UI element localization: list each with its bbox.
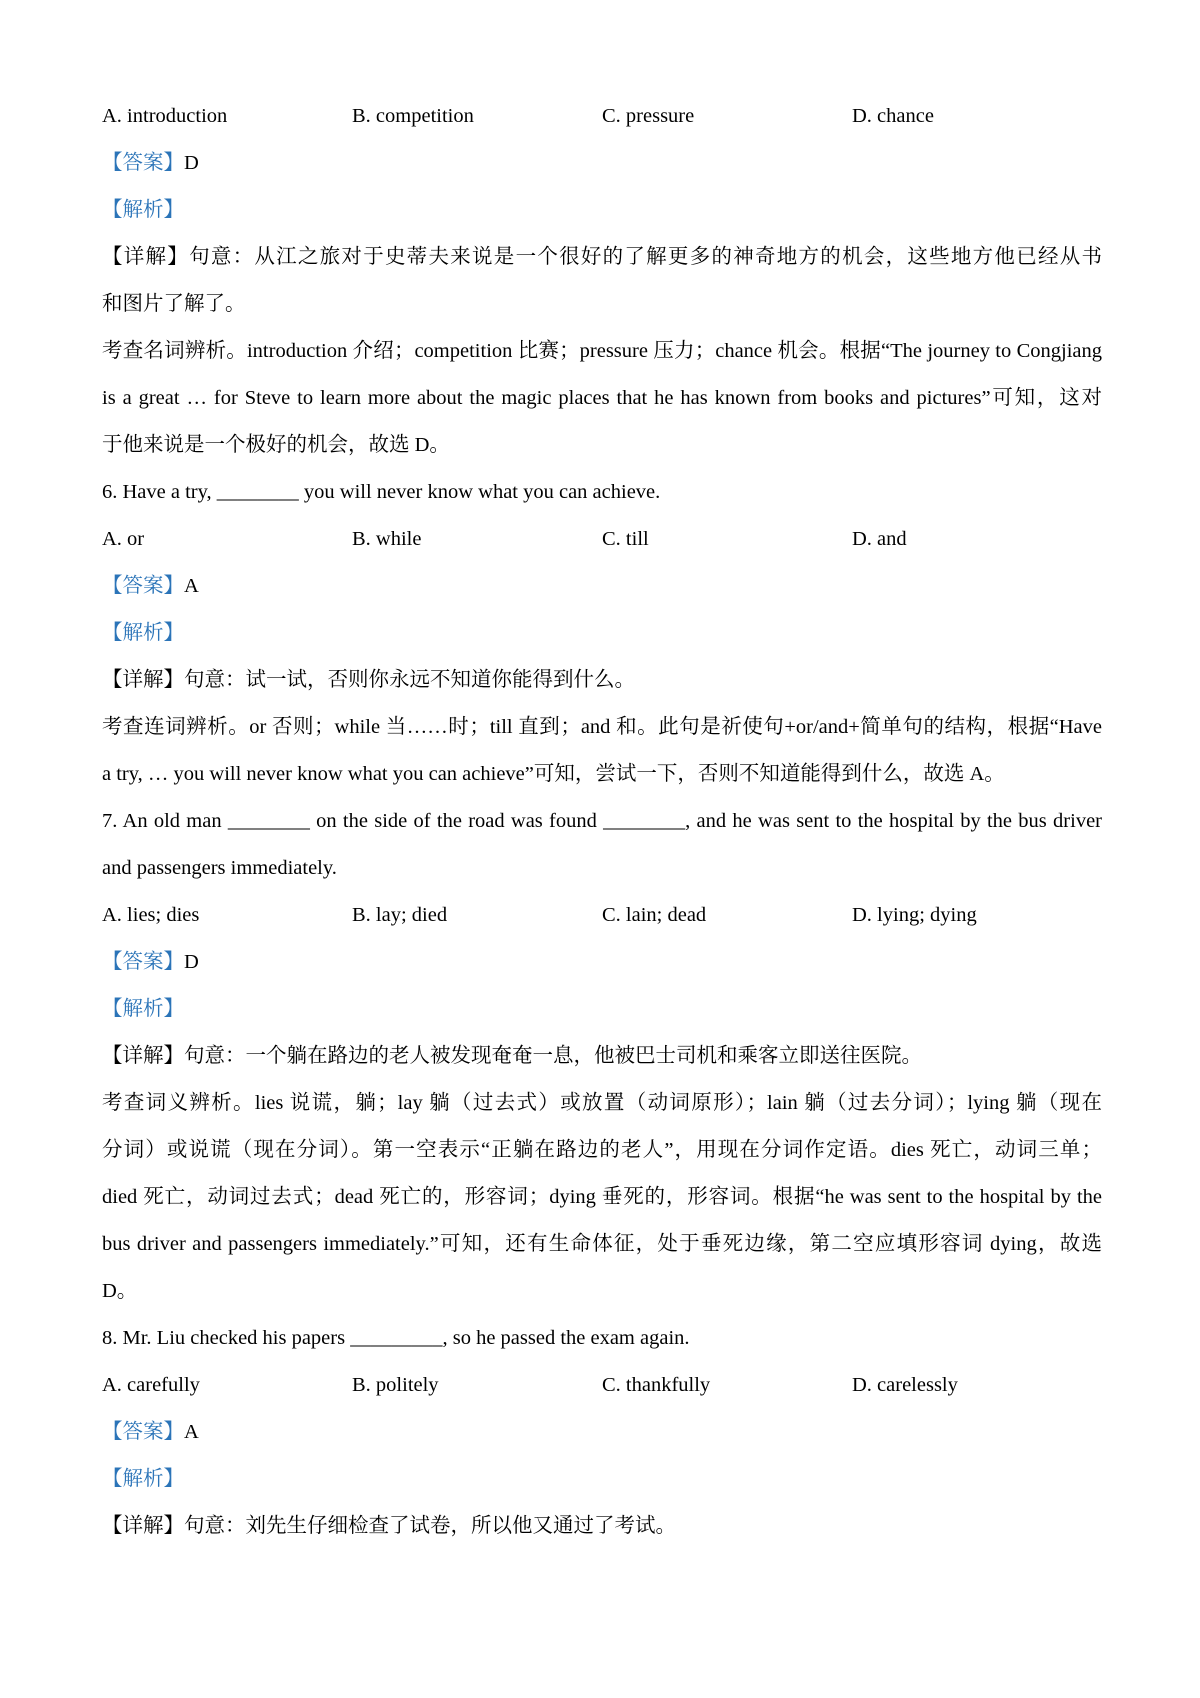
answer-row (102, 1409, 1102, 1456)
option-item: D. chance (852, 105, 934, 127)
text-line: is a great … for Steve to learn more about the magic places that he has known from books and pictures”可知，这对 (102, 387, 1102, 409)
option-item: C. lain; dead (602, 904, 707, 926)
option-item: B. politely (352, 1374, 439, 1396)
option-item: A. or (102, 528, 145, 550)
answer-value: D (184, 152, 199, 174)
text-line: 8. Mr. Liu checked his papers _________, so he passed the exam again. (102, 1327, 690, 1349)
analysis-label: 【解析】 (102, 199, 184, 221)
options-row (102, 892, 1102, 939)
option-item: B. lay; died (352, 904, 448, 926)
answer-value: A (184, 575, 199, 597)
analysis-label: 【解析】 (102, 622, 184, 644)
analysis-label: 【解析】 (102, 1468, 184, 1490)
answer-label: 【答案】 (102, 152, 184, 174)
answer-label: 【答案】 (102, 1421, 184, 1443)
answer-value: D (184, 951, 199, 973)
analysis-label: 【解析】 (102, 998, 184, 1020)
text-line: 分词）或说谎（现在分词）。第一空表示“正躺在路边的老人”，用现在分词作定语。dies 死亡，动词三单； (102, 1139, 1102, 1161)
text-line: a try, … you will never know what you can achieve”可知，尝试一下，否则不知道能得到什么，故选 A。 (102, 763, 1005, 785)
text-line: 6. Have a try, ________ you will never know what you can achieve. (102, 481, 661, 503)
text-line: and passengers immediately. (102, 857, 337, 879)
text-line: bus driver and passengers immediately.”可知，还有生命体征，处于垂死边缘，第二空应填形容词 dying，故选 (102, 1233, 1102, 1255)
text-line: 7. An old man ________ on the side of the road was found ________, and he was sent to the hospital by the bus driver (102, 810, 1102, 832)
analysis-row (102, 187, 1102, 234)
answer-row (102, 563, 1102, 610)
option-item: D. carelessly (852, 1374, 958, 1396)
text-line: 考查连词辨析。or 否则；while 当……时；till 直到；and 和。此句是祈使句+or/and+简单句的结构，根据“Have (102, 716, 1102, 738)
text-line: 【详解】句意：从江之旅对于史蒂夫来说是一个很好的了解更多的神奇地方的机会，这些地方他已经从书 (102, 246, 1102, 268)
text-line: died 死亡，动词过去式；dead 死亡的，形容词；dying 垂死的，形容词。根据“he was sent to the hospital by the (102, 1186, 1102, 1208)
analysis-row (102, 610, 1102, 657)
options-row (102, 1362, 1102, 1409)
text-line: 和图片了解了。 (102, 293, 246, 315)
answer-label: 【答案】 (102, 951, 184, 973)
options-row (102, 93, 1102, 140)
answer-row (102, 939, 1102, 986)
answer-label: 【答案】 (102, 575, 184, 597)
option-item: C. thankfully (602, 1374, 711, 1396)
options-row (102, 516, 1102, 563)
text-line: 于他来说是一个极好的机会，故选 D。 (102, 434, 450, 456)
option-item: B. while (352, 528, 422, 550)
text-line: 考查名词辨析。introduction 介绍；competition 比赛；pressure 压力；chance 机会。根据“The journey to Congjiang (102, 340, 1102, 362)
option-item: C. till (602, 528, 649, 550)
text-line: D。 (102, 1280, 138, 1302)
answer-value: A (184, 1421, 199, 1443)
text-line: 【详解】句意：刘先生仔细检查了试卷，所以他又通过了考试。 (102, 1515, 676, 1537)
option-item: D. lying; dying (852, 904, 977, 926)
document-content (102, 93, 1102, 1550)
option-item: A. lies; dies (102, 904, 200, 926)
option-item: B. competition (352, 105, 474, 127)
option-item: C. pressure (602, 105, 695, 127)
option-item: A. introduction (102, 105, 228, 127)
analysis-row (102, 986, 1102, 1033)
text-line: 【详解】句意：一个躺在路边的老人被发现奄奄一息，他被巴士司机和乘客立即送往医院。 (102, 1045, 922, 1067)
text-line: 【详解】句意：试一试，否则你永远不知道你能得到什么。 (102, 669, 635, 691)
analysis-row (102, 1456, 1102, 1503)
option-item: A. carefully (102, 1374, 200, 1396)
option-item: D. and (852, 528, 907, 550)
answer-row (102, 140, 1102, 187)
text-line: 考查词义辨析。lies 说谎，躺；lay 躺（过去式）或放置（动词原形）；lain 躺（过去分词）；lying 躺（现在 (102, 1092, 1102, 1114)
